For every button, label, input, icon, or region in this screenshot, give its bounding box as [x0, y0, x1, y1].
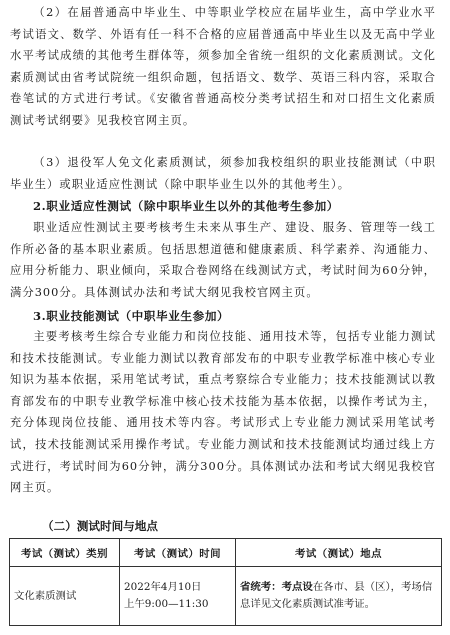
- paragraph-item-3: [10, 152, 436, 195]
- cell-time: [120, 567, 236, 626]
- heading-aptitude-test: 2.职业适应性测试（除中职毕业生以外的其他考生参加）: [33, 199, 339, 213]
- schedule-table: [9, 538, 442, 626]
- cell-location-bold: 考点设: [281, 581, 313, 593]
- paragraph-aptitude-test-text: 职业适应性测试主要考核考生未来从事生产、建设、服务、管理等一线工作所必备的基本职业素质。包括思想道德和健康素质、科学素养、沟通能力、应用分析能力、职业倾向，采取合卷网络在线测试方式，考试时间为60分钟，满分300分。具体测试办法和考试大纲见我校官网主页。: [10, 221, 436, 299]
- paragraph-skills-test: [10, 326, 436, 499]
- paragraph-item-2-text: （2）在届普通高中毕业生、中等职业学校应在届毕业生，高中学业水平考试语文、数学、外语有任一科不合格的应届普通高中毕业生以及无高中学业水平考试成绩的其他考生群体等，须参加全省统一组织的文化素质测试。文化素质测试由省考试院统一组织命题，包括语文、数学、英语三科内容，采取合卷笔试的方式进行考试。《安徽省普通高校分类考试招生和对口招生文化素质测试考试纲要》见我校官网主页。: [10, 6, 436, 127]
- paragraph-item-2: [10, 2, 436, 132]
- header-location: 考试（测试）地点: [236, 539, 442, 567]
- cell-time-date: 2022年4月10日: [124, 581, 202, 593]
- paragraph-aptitude-test: [10, 217, 436, 303]
- cell-category: 文化素质测试: [10, 567, 120, 626]
- header-time: 考试（测试）时间: [120, 539, 236, 567]
- cell-time-hours: 上午9:00—11:30: [124, 598, 209, 610]
- cell-location-prefix: 省统考：: [240, 581, 282, 593]
- table-header-row: [10, 539, 442, 567]
- header-category: 考试（测试）类别: [10, 539, 120, 567]
- table-row: [10, 567, 442, 626]
- cell-location: [236, 567, 442, 626]
- paragraph-skills-test-text: 主要考核考生综合专业能力和岗位技能、通用技术等，包括专业能力测试和技术技能测试。专业能力测试以教育部发布的中职专业教学标准中核心专业知识为基本依据，采用笔试考试，重点考察综合专业能力；技术技能测试以教育部发布的中职专业教学标准中核心技术技能为基本依据，以操作考试为主，充分体现岗位技能、通用技术等内容。考试形式上专业能力测试采用笔试考试，技术技能测试采用操作考试。专业能力测试和技术技能测试均通过线上方式进行，考试时间为60分钟，满分300分。具体测试办法和考试大纲见我校官网主页。: [10, 330, 436, 495]
- heading-skills-test: 3.职业技能测试（中职毕业生参加）: [33, 309, 230, 323]
- paragraph-item-3-text: （3）退役军人免文化素质测试，须参加我校组织的职业技能测试（中职毕业生）或职业适应性测试（除中职毕业生以外的其他考生）。: [10, 156, 436, 191]
- section-title-schedule: （二）测试时间与地点: [42, 519, 158, 533]
- cell-location-rest: 在各市、县（区），考场信息详见文化素质测试准考证。: [240, 581, 433, 610]
